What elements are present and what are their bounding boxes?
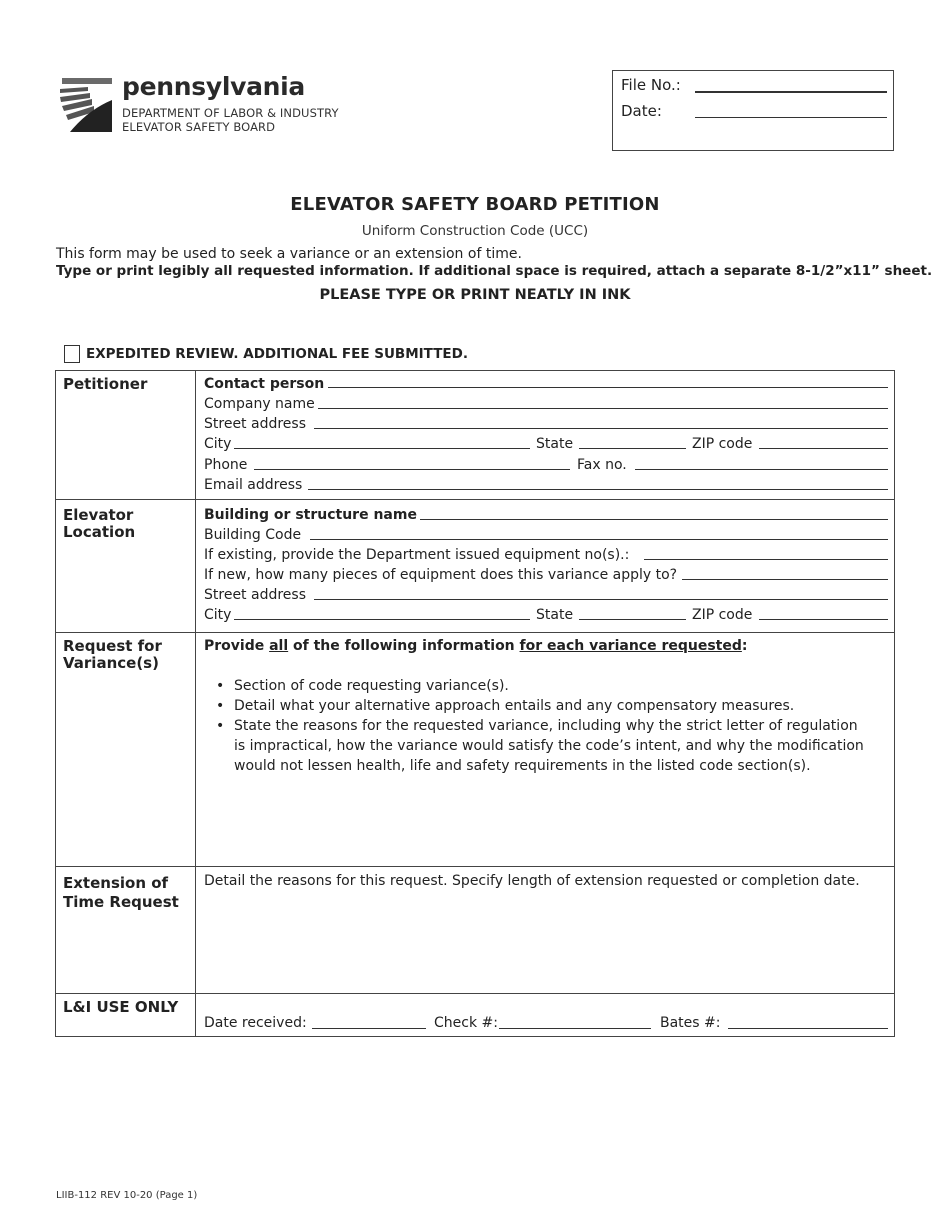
keystone-logo-icon <box>58 76 116 134</box>
bates-number-label: Bates #: <box>660 1015 721 1031</box>
existing-equipment-label: If existing, provide the Department issued equipment no(s).: <box>204 547 630 563</box>
building-code-field[interactable] <box>310 539 888 540</box>
extension-instructions: Detail the reasons for this request. Specify length of extension requested or completion date. <box>204 873 860 889</box>
bullet-text-line: would not lessen health, life and safety requirements in the listed code section(s). <box>234 758 811 774</box>
fax-label: Fax no. <box>577 457 627 473</box>
bullet-icon: • <box>216 698 225 714</box>
variance-heading-end: : <box>741 638 748 654</box>
zip-field[interactable] <box>759 448 888 449</box>
fax-field[interactable] <box>635 469 888 470</box>
check-number-label: Check #: <box>434 1015 498 1031</box>
building-code-label: Building Code <box>204 527 302 543</box>
company-name-label: Company name <box>204 396 315 412</box>
location-city-label: City <box>204 607 232 623</box>
file-no-field[interactable] <box>695 91 887 93</box>
form-footer: LIIB-112 REV 10-20 (Page 1) <box>56 1190 198 1201</box>
intro-text: This form may be used to seek a variance or an extension of time. <box>56 246 522 262</box>
list-item <box>216 716 886 776</box>
building-name-label: Building or structure name <box>204 507 417 523</box>
location-state-field[interactable] <box>579 619 686 620</box>
elevator-location-label-line1: Elevator <box>63 506 134 524</box>
location-state-label: State <box>536 607 574 623</box>
row-divider <box>56 632 894 633</box>
file-number-box <box>612 70 894 151</box>
logo-department: DEPARTMENT OF LABOR & INDUSTRY <box>122 106 339 120</box>
date-received-field[interactable] <box>312 1028 426 1029</box>
contact-person-label: Contact person <box>204 376 325 392</box>
street-address-field[interactable] <box>314 428 888 429</box>
row-divider <box>56 866 894 867</box>
company-name-field[interactable] <box>318 408 888 409</box>
check-number-field[interactable] <box>499 1028 651 1029</box>
extension-label <box>63 874 179 912</box>
pa-logo <box>58 72 348 136</box>
variance-label-line2: Variance(s) <box>63 654 159 672</box>
variance-heading-mid: of the following information <box>288 638 520 654</box>
new-equipment-label: If new, how many pieces of equipment does this variance apply to? <box>204 567 678 583</box>
page-subtitle: Uniform Construction Code (UCC) <box>361 223 589 239</box>
building-name-field[interactable] <box>420 519 888 520</box>
petition-form <box>55 370 895 1037</box>
variance-heading-all: all <box>269 638 289 654</box>
expedited-review-label: EXPEDITED REVIEW. ADDITIONAL FEE SUBMITTED. <box>86 346 468 362</box>
city-label: City <box>204 436 232 452</box>
zip-label: ZIP code <box>692 436 753 452</box>
variance-heading-pre: Provide <box>204 638 270 654</box>
logo-wordmark: pennsylvania <box>122 72 305 101</box>
state-field[interactable] <box>579 448 686 449</box>
email-field[interactable] <box>308 489 888 490</box>
petitioner-label: Petitioner <box>63 375 148 393</box>
date-field[interactable] <box>695 117 887 118</box>
row-divider <box>56 499 894 500</box>
instructions-text: Type or print legibly all requested information. If additional space is required, attach a separate 8-1/2”x11” sheet. <box>56 263 933 279</box>
location-city-field[interactable] <box>234 619 530 620</box>
extension-label-line1: Extension of <box>63 874 169 892</box>
bullet-icon: • <box>216 718 225 734</box>
date-label: Date: <box>621 102 662 120</box>
extension-label-line2: Time Request <box>63 893 179 911</box>
list-item <box>216 676 886 696</box>
bullet-text-line: State the reasons for the requested variance, including why the strict letter of regulation <box>234 718 858 734</box>
elevator-location-label <box>63 507 135 541</box>
page-title: ELEVATOR SAFETY BOARD PETITION <box>290 194 660 215</box>
ink-notice: PLEASE TYPE OR PRINT NEATLY IN INK <box>319 287 631 303</box>
column-divider <box>195 371 196 1036</box>
new-equipment-field[interactable] <box>682 579 888 580</box>
variance-bullet-list <box>216 676 886 776</box>
location-street-field[interactable] <box>314 599 888 600</box>
expedited-review-checkbox[interactable] <box>64 345 80 363</box>
row-divider <box>56 993 894 994</box>
state-label: State <box>536 436 574 452</box>
bullet-text: Section of code requesting variance(s). <box>234 678 509 694</box>
location-street-label: Street address <box>204 587 306 603</box>
variance-label <box>63 638 162 672</box>
phone-field[interactable] <box>254 469 570 470</box>
variance-heading <box>204 638 748 654</box>
phone-label: Phone <box>204 457 248 473</box>
street-address-label: Street address <box>204 416 306 432</box>
date-received-label: Date received: <box>204 1015 307 1031</box>
bates-number-field[interactable] <box>728 1028 888 1029</box>
existing-equipment-field[interactable] <box>644 559 888 560</box>
email-label: Email address <box>204 477 303 493</box>
variance-heading-each: for each variance requested <box>519 638 742 654</box>
location-zip-label: ZIP code <box>692 607 753 623</box>
variance-label-line1: Request for <box>63 637 162 655</box>
list-item <box>216 696 886 716</box>
elevator-location-label-line2: Location <box>63 523 136 541</box>
contact-person-field[interactable] <box>328 387 888 388</box>
bullet-icon: • <box>216 678 225 694</box>
li-use-only-label: L&I USE ONLY <box>63 998 179 1016</box>
location-zip-field[interactable] <box>759 619 888 620</box>
bullet-text: Detail what your alternative approach entails and any compensatory measures. <box>234 698 795 714</box>
file-no-label: File No.: <box>621 76 681 94</box>
bullet-text-line: is impractical, how the variance would satisfy the code’s intent, and why the modification <box>234 738 864 754</box>
logo-board: ELEVATOR SAFETY BOARD <box>122 120 276 134</box>
city-field[interactable] <box>234 448 530 449</box>
